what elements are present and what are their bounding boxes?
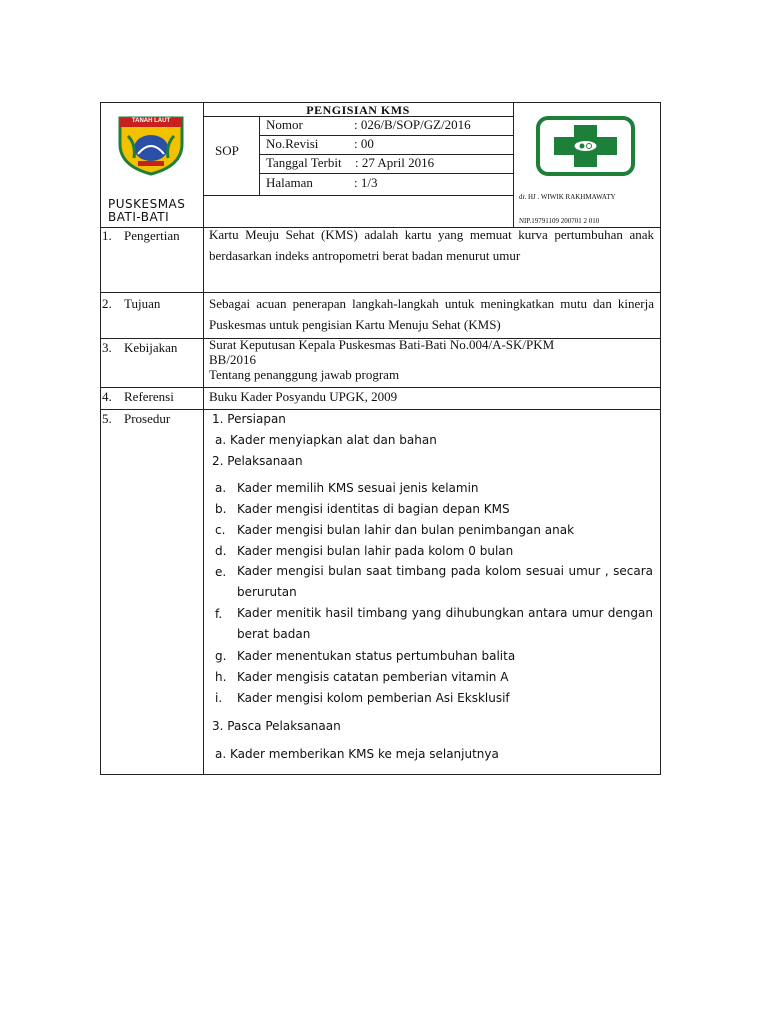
section-1-label: Pengertian — [124, 228, 180, 243]
section-5-number: 5. — [102, 411, 112, 426]
signer-nip: NIP.19791109 200701 2 010 — [519, 217, 600, 225]
section-line-3 — [100, 387, 661, 388]
step-2-item-e-marker: e. — [215, 565, 227, 579]
prosedur-step-2: 2. Pelaksanaan — [212, 454, 303, 468]
step-2-item-c: Kader mengisi bulan lahir dan bulan penimbangan anak — [237, 523, 575, 537]
section-2-label: Tujuan — [124, 296, 161, 311]
meta-row-line-3 — [259, 173, 513, 174]
document-title: PENGISIAN KMS — [306, 103, 410, 117]
step-2-item-c-marker: c. — [215, 523, 226, 537]
section-3-line-3: Tentang penanggung jawab program — [209, 367, 400, 382]
org-name-line-2: BATI-BATI — [108, 210, 170, 224]
section-4-number: 4. — [102, 389, 112, 404]
sop-column-divider — [259, 116, 260, 195]
step-2-item-a: Kader memilih KMS sesuai jenis kelamin — [237, 481, 479, 495]
section-1-number: 1. — [102, 228, 112, 243]
prosedur-step-1: 1. Persiapan — [212, 412, 286, 426]
section-3-line-2: BB/2016 — [209, 352, 256, 367]
step-2-item-e: Kader mengisi bulan saat timbang pada kolom sesuai umur , secara berurutan — [237, 564, 653, 599]
section-4-label: Referensi — [124, 389, 174, 404]
meta-label-tanggal: Tanggal Terbit — [266, 155, 342, 170]
step-2-item-b: Kader mengisi identitas di bagian depan KMS — [237, 502, 510, 516]
section-5-label: Prosedur — [124, 411, 171, 426]
meta-value-revisi: : 00 — [354, 136, 374, 151]
logo-banner-text: TANAH LAUT — [131, 118, 171, 124]
section-3-line-1: Surat Keputusan Kepala Puskesmas Bati-Bati No.004/A-SK/PKM — [209, 337, 555, 352]
section-2-text: Sebagai acuan penerapan langkah-langkah untuk meningkatkan mutu dan kinerja Puskesmas untuk pengisian Kartu Menuju Sehat (KMS) — [209, 296, 654, 332]
meta-value-tanggal: : 27 April 2016 — [355, 155, 435, 170]
step-2-item-h-marker: h. — [215, 670, 227, 684]
step-2-item-f-marker: f. — [215, 607, 223, 621]
meta-label-revisi: No.Revisi — [266, 136, 319, 151]
step-2-item-h: Kader mengisis catatan pemberian vitamin A — [237, 670, 509, 684]
prosedur-step-1-a: a. Kader menyiapkan alat dan bahan — [215, 433, 437, 447]
sop-label: SOP — [215, 143, 239, 158]
step-2-item-i-marker: i. — [215, 691, 223, 705]
step-2-item-d-marker: d. — [215, 544, 227, 558]
prosedur-step-3-a: a. Kader memberikan KMS ke meja selanjutnya — [215, 747, 499, 761]
meta-value-halaman: : 1/3 — [354, 175, 378, 190]
section-3-number: 3. — [102, 340, 112, 355]
header-right-divider — [513, 102, 514, 227]
step-2-item-b-marker: b. — [215, 502, 227, 516]
meta-label-halaman: Halaman — [266, 175, 313, 190]
section-4-text: Buku Kader Posyandu UPGK, 2009 — [209, 389, 398, 404]
step-2-item-g-marker: g. — [215, 649, 227, 663]
section-3-label: Kebijakan — [124, 340, 178, 355]
signer-name: dr. HJ . WIWIK RAKHMAWATY — [519, 193, 616, 201]
section-line-4 — [100, 409, 661, 410]
meta-value-nomor: : 026/B/SOP/GZ/2016 — [354, 117, 471, 132]
step-2-item-g: Kader menentukan status pertumbuhan balita — [237, 649, 516, 663]
step-2-item-a-marker: a. — [215, 481, 227, 495]
org-name-line-1: PUSKESMAS — [108, 197, 186, 211]
step-2-item-f: Kader menitik hasil timbang yang dihubungkan antara umur dengan berat badan — [237, 606, 653, 641]
section-2-number: 2. — [102, 296, 112, 311]
meta-label-nomor: Nomor — [266, 117, 303, 132]
label-column-divider — [203, 102, 204, 775]
puskesmas-logo-icon — [536, 116, 635, 176]
prosedur-step-3: 3. Pasca Pelaksanaan — [212, 719, 341, 733]
section-1-text: Kartu Meuju Sehat (KMS) adalah kartu yang memuat kurva pertumbuhan anak berdasarkan indeks antropometri berat badan menurut umur — [209, 227, 654, 263]
step-2-item-i: Kader mengisi kolom pemberian Asi Eksklusif — [237, 691, 510, 705]
step-2-item-d: Kader mengisi bulan lahir pada kolom 0 bulan — [237, 544, 514, 558]
meta-bottom-line — [203, 195, 513, 196]
